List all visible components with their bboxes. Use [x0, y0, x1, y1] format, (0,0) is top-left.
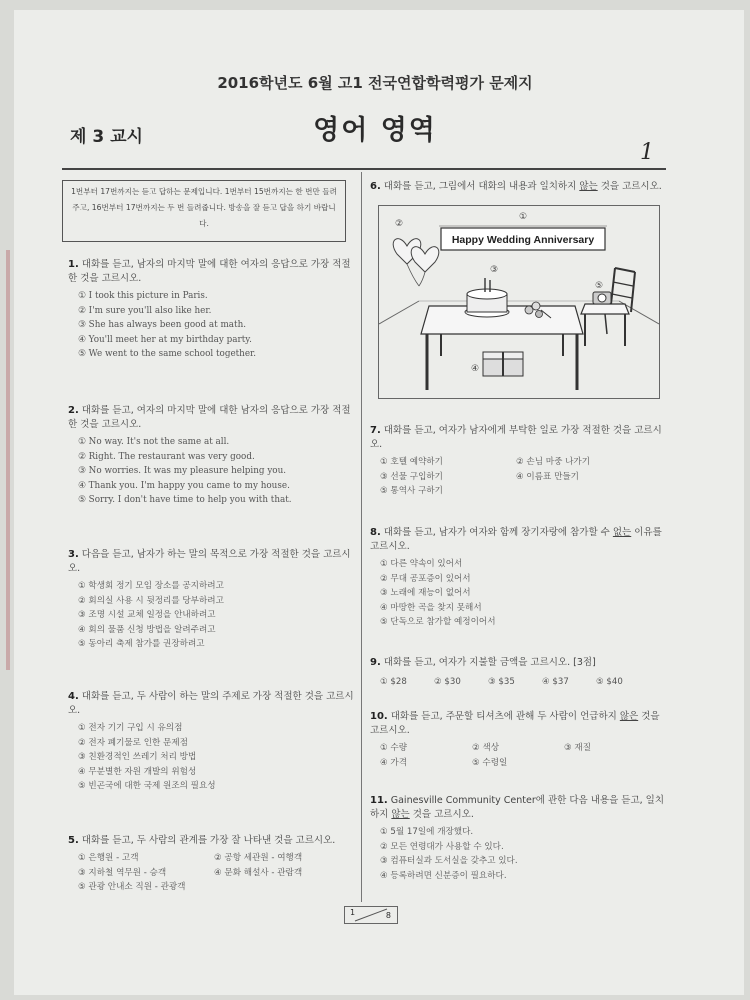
- option-2[interactable]: ② $30: [434, 677, 461, 687]
- option-1[interactable]: ① 5월 17일에 개장했다.: [380, 827, 474, 837]
- option-4[interactable]: ④ 회의 물품 신청 방법을 알려주려고: [78, 624, 216, 635]
- option-2[interactable]: ② 무대 공포증이 있어서: [380, 573, 471, 584]
- option-3[interactable]: ③ 컴퓨터실과 도서실을 갖추고 있다.: [380, 856, 518, 866]
- chair-icon: [581, 304, 629, 314]
- party-scene-illustration: [379, 206, 659, 398]
- question-number: 3.: [68, 549, 79, 560]
- option-2[interactable]: ② Right. The restaurant was very good.: [78, 451, 255, 462]
- option-3[interactable]: ③ 조명 시설 교체 일정을 안내하려고: [78, 610, 216, 620]
- option-4[interactable]: ④ 문화 해설사 - 관람객: [214, 867, 303, 878]
- option-4[interactable]: ④ $37: [542, 677, 569, 687]
- option-4[interactable]: ④ You'll meet her at my birthday party.: [78, 334, 252, 345]
- question-number: 2.: [68, 405, 79, 416]
- option-5[interactable]: ⑤ $40: [596, 677, 623, 687]
- question-4: [68, 690, 354, 794]
- question-7: [370, 424, 666, 499]
- mark-5: ⑤: [595, 281, 604, 291]
- option-5[interactable]: ⑤ 수령일: [472, 757, 508, 768]
- question-text: 대화를 듣고, 여자의 마지막 말에 대한 남자의 응답으로 가장 적절한 것을 고르시오.: [68, 405, 351, 430]
- question-text-end: 이유를 고르시오.: [370, 527, 662, 552]
- question-5: [68, 834, 354, 895]
- option-4[interactable]: ④ Thank you. I'm happy you came to my house.: [78, 480, 290, 491]
- option-5[interactable]: ⑤ 동아리 축제 참가를 권장하려고: [78, 639, 205, 649]
- emphasis-text: 않는: [579, 181, 598, 192]
- question-number: 6.: [370, 181, 381, 192]
- question-10: [370, 710, 666, 770]
- question-6-picture: [378, 205, 660, 399]
- option-1[interactable]: ① 은행원 - 고객: [78, 853, 139, 863]
- option-2[interactable]: ② 공항 세관원 - 여행객: [214, 853, 303, 863]
- option-4[interactable]: ④ 이름표 만들기: [516, 471, 579, 482]
- column-divider: [361, 172, 362, 902]
- option-3[interactable]: ③ 지하철 역무원 - 승객: [78, 867, 167, 878]
- option-3[interactable]: ③ $35: [488, 677, 515, 687]
- question-text-end: 것을 고르시오.: [370, 711, 660, 736]
- option-5[interactable]: ⑤ 빈곤국에 대한 국제 원조의 필요성: [78, 781, 216, 791]
- exam-title: 2016학년도 6월 고1 전국연합학력평가 문제지: [217, 74, 533, 92]
- question-9: [370, 656, 666, 690]
- question-number: 1.: [68, 259, 79, 270]
- option-3[interactable]: ③ 재질: [564, 743, 592, 753]
- banner-text: Happy Wedding Anniversary: [451, 234, 595, 246]
- page-indicator: [344, 906, 398, 924]
- question-text: 대화를 듣고, 그림에서 대화의 내용과 일치하지: [383, 181, 580, 192]
- option-2[interactable]: ② 모든 연령대가 사용할 수 있다.: [380, 841, 504, 852]
- option-2[interactable]: ② 손님 마중 나가기: [516, 457, 591, 467]
- question-text: 대화를 듣고, 여자가 남자에게 부탁한 일로 가장 적절한 것을 고르시오.: [370, 425, 662, 450]
- option-5[interactable]: ⑤ 관광 안내소 직원 - 관광객: [78, 882, 186, 892]
- listening-notice: 1번부터 17번까지는 듣고 답하는 문제입니다. 1번부터 15번까지는 한 번만 들려주고, 16번부터 17번까지는 두 번 들려줍니다. 방송을 잘 듣고 답을 하기 바랍니다.: [62, 180, 346, 242]
- question-number: 8.: [370, 527, 381, 538]
- option-4[interactable]: ④ 등록하려면 신분증이 필요하다.: [380, 870, 507, 881]
- question-number: 5.: [68, 835, 79, 846]
- question-number: 4.: [68, 691, 79, 702]
- question-text: Gainesville Community Center에 관한 다음 내용을 듣고, 일치하지: [370, 795, 665, 820]
- option-4[interactable]: ④ 마땅한 곡을 찾지 못해서: [380, 602, 482, 613]
- option-5[interactable]: ⑤ Sorry. I don't have time to help you with that.: [78, 495, 292, 505]
- paper-edge-mark: [6, 250, 10, 670]
- option-3[interactable]: ③ 선물 구입하기: [380, 471, 443, 482]
- emphasis-text: 않는: [391, 809, 410, 820]
- exam-period: 제 3 교시: [70, 127, 143, 147]
- question-2: [68, 404, 354, 508]
- question-text: 대화를 듣고, 두 사람이 하는 말의 주제로 가장 적절한 것을 고르시오.: [68, 691, 354, 716]
- question-text: 다음을 듣고, 남자가 하는 말의 목적으로 가장 적절한 것을 고르시오.: [68, 549, 351, 574]
- question-text: 대화를 듣고, 여자가 지불할 금액을 고르시오. [3점]: [383, 657, 596, 668]
- option-4[interactable]: ④ 가격: [380, 757, 408, 768]
- page-number: 1: [640, 140, 654, 165]
- mark-1: ①: [518, 212, 528, 222]
- option-1[interactable]: ① 호텔 예약하기: [380, 457, 443, 467]
- emphasis-text: 없는: [612, 527, 632, 538]
- option-2[interactable]: ② I'm sure you'll also like her.: [78, 305, 212, 316]
- option-2[interactable]: ② 색상: [472, 743, 500, 753]
- subject-title: 영어 영역: [313, 115, 437, 146]
- option-3[interactable]: ③ 친환경적인 쓰레기 처리 방법: [78, 752, 197, 762]
- mark-4: ④: [471, 364, 480, 374]
- question-number: 7.: [370, 425, 381, 436]
- option-1[interactable]: ① 전자 기기 구입 시 유의점: [78, 723, 183, 733]
- total-pages: 8: [385, 911, 391, 920]
- question-3: [68, 548, 354, 652]
- question-number: 11.: [370, 795, 388, 806]
- mark-2: ②: [395, 219, 404, 229]
- header-rule: [62, 168, 666, 170]
- question-number: 10.: [370, 711, 388, 722]
- question-text-end: 것을 고르시오.: [597, 181, 662, 192]
- heart-balloon-icon: [411, 247, 439, 272]
- option-1[interactable]: ① No way. It's not the same at all.: [78, 437, 230, 447]
- question-number: 9.: [370, 657, 381, 668]
- current-page: 1: [350, 908, 356, 917]
- option-4[interactable]: ④ 무분별한 자원 개발의 위험성: [78, 766, 197, 777]
- option-3[interactable]: ③ 노래에 재능이 없어서: [380, 588, 471, 598]
- question-text: 대화를 듣고, 남자가 여자와 함께 장기자랑에 참가할 수: [383, 527, 613, 538]
- option-2[interactable]: ② 회의실 사용 시 뒷정리를 당부하려고: [78, 595, 224, 606]
- option-3[interactable]: ③ She has always been good at math.: [78, 320, 247, 330]
- question-11: [370, 794, 666, 883]
- mark-3: ③: [490, 265, 499, 275]
- question-text-end: 것을 고르시오.: [409, 809, 474, 820]
- option-5[interactable]: ⑤ 통역사 구하기: [380, 486, 443, 496]
- option-1[interactable]: ① I took this picture in Paris.: [78, 291, 208, 301]
- question-1: [68, 258, 354, 362]
- option-1[interactable]: ① 학생회 정기 모임 장소를 공지하려고: [78, 581, 224, 591]
- option-1[interactable]: ① $28: [380, 677, 407, 687]
- option-5[interactable]: ⑤ 단독으로 참가할 예정이어서: [380, 617, 496, 627]
- question-text: 대화를 듣고, 주문할 티셔츠에 관해 두 사람이 언급하지: [390, 711, 620, 722]
- option-5[interactable]: ⑤ We went to the same school together.: [78, 349, 257, 359]
- option-1[interactable]: ① 다른 약속이 있어서: [380, 559, 463, 569]
- question-8: [370, 526, 666, 630]
- option-2[interactable]: ② 전자 폐기물로 인한 문제점: [78, 737, 188, 748]
- question-6: [370, 180, 670, 194]
- question-text: 대화를 듣고, 남자의 마지막 말에 대한 여자의 응답으로 가장 적절한 것을 고르시오.: [68, 259, 351, 284]
- option-1[interactable]: ① 수량: [380, 743, 408, 753]
- question-text: 대화를 듣고, 두 사람의 관계를 가장 잘 나타낸 것을 고르시오.: [81, 835, 336, 846]
- option-3[interactable]: ③ No worries. It was my pleasure helping you.: [78, 466, 287, 476]
- emphasis-text: 않은: [619, 711, 639, 722]
